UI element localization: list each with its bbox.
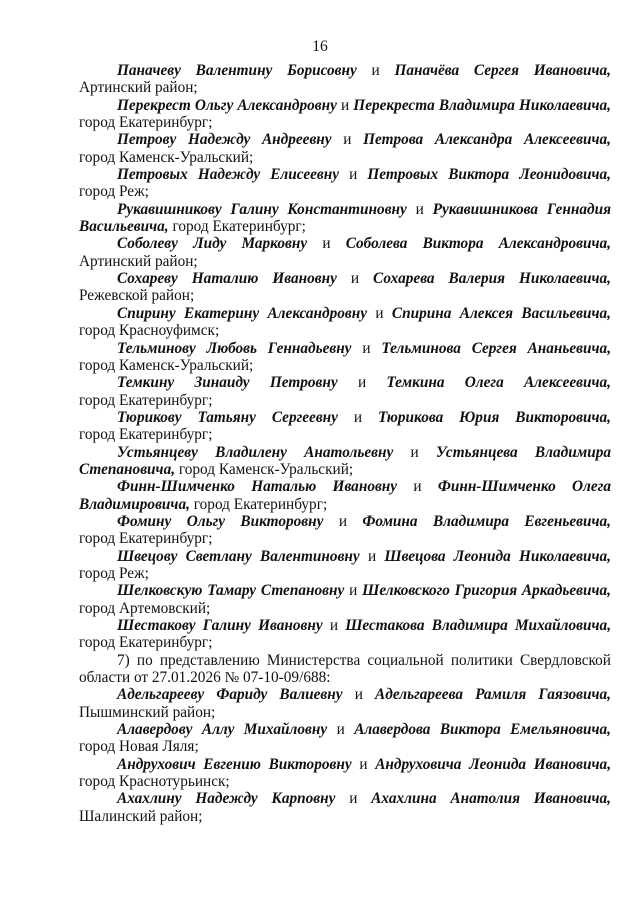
list-item <box>79 617 611 652</box>
wife-name: Швецову Светлану Валентиновну <box>117 547 360 565</box>
wife-name: Шестакову Галину Ивановну <box>117 617 323 634</box>
place: Артинский район; <box>79 79 198 97</box>
place: город Реж; <box>79 564 149 582</box>
husband-name: Адельгареева Рамиля Гаязовича, <box>375 686 612 704</box>
wife-name: Алавердову Аллу Михайловну <box>117 721 328 739</box>
conjunction: и <box>371 62 380 79</box>
section-heading <box>79 652 611 687</box>
conjunction: и <box>349 582 358 600</box>
list-item <box>79 340 611 375</box>
wife-name: Перекрест Ольгу Александровну <box>117 96 337 114</box>
page-number: 16 <box>312 38 328 55</box>
husband-name: Рукавишникова Геннадия <box>432 200 612 218</box>
conjunction: и <box>350 270 360 288</box>
wife-name: Темкину Зинаиду Петровну <box>117 374 338 392</box>
list-item <box>79 548 611 583</box>
conjunction: и <box>341 96 350 114</box>
place: город Красноуфимск; <box>79 322 220 340</box>
wife-name: Спирину Екатерину Александровну <box>117 304 368 322</box>
place: город Артемовский; <box>79 599 211 617</box>
conjunction: и <box>362 339 371 357</box>
place: Пышминский район; <box>79 703 216 721</box>
husband-name: Шестакова Владимира Михайловича, <box>345 617 612 634</box>
list-item <box>79 131 611 166</box>
conjunction: и <box>367 547 377 565</box>
place: город Екатеринбург; <box>79 391 213 409</box>
place: город Каменск-Уральский; <box>79 356 254 374</box>
section-intro-line1: 7) по представлению Министерства социальной политики Свердловской <box>117 651 611 669</box>
list-item <box>79 409 611 444</box>
place: город Каменск-Уральский; <box>79 148 254 166</box>
place: город Каменск-Уральский; <box>175 460 354 478</box>
list-item <box>79 201 611 236</box>
husband-name: Тюрикова Юрия Викторовича, <box>377 408 611 426</box>
husband-name: Андруховича Леонида Ивановича, <box>375 755 612 773</box>
husband-patronymic: Владимировича, <box>79 495 190 513</box>
conjunction: и <box>357 374 367 392</box>
husband-name: Сохарева Валерия Николаевича, <box>373 270 612 288</box>
husband-name: Устьянцева Владимира <box>435 443 611 461</box>
husband-name: Швецова Леонида Николаевича, <box>384 547 611 565</box>
conjunction: и <box>359 755 368 773</box>
wife-name: Адельгарееву Фариду Валиевну <box>117 686 343 704</box>
conjunction: и <box>415 200 424 218</box>
place: город Новая Ляля; <box>79 738 199 756</box>
document-body <box>79 62 611 825</box>
husband-name: Петровых Виктора Леонидовича, <box>367 166 612 184</box>
conjunction: и <box>375 304 384 322</box>
list-item <box>79 478 611 513</box>
conjunction: и <box>338 512 347 530</box>
place: город Краснотурьинск; <box>79 773 230 791</box>
husband-name: Шелковского Григория Аркадьевича, <box>362 582 612 600</box>
list-item <box>79 721 611 756</box>
husband-name: Фомина Владимира Евгеньевича, <box>362 512 611 530</box>
wife-name: Финн-Шимченко Наталью Ивановну <box>117 478 398 496</box>
list-item <box>79 97 611 132</box>
husband-patronymic: Степановича, <box>79 460 176 478</box>
wife-name: Паначеву Валентину Борисовну <box>117 62 357 79</box>
wife-name: Андрухович Евгению Викторовну <box>117 755 352 773</box>
husband-name: Ахахлина Анатолия Ивановича, <box>371 790 611 808</box>
husband-name: Соболева Виктора Александровича, <box>345 235 611 253</box>
wife-name: Соболеву Лиду Марковну <box>117 235 308 253</box>
list-item <box>79 686 611 721</box>
list-item <box>79 166 611 201</box>
wife-name: Фомину Ольгу Викторовну <box>117 512 324 530</box>
conjunction: и <box>354 686 363 704</box>
husband-name: Финн-Шимченко Олега <box>437 478 611 496</box>
conjunction: и <box>410 443 419 461</box>
conjunction: и <box>329 617 338 634</box>
list-item <box>79 270 611 305</box>
husband-name: Спирина Алексея Васильевича, <box>391 304 611 322</box>
list-item <box>79 582 611 617</box>
wife-name: Рукавишникову Галину Константиновну <box>117 200 407 218</box>
place: Режевской район; <box>79 287 195 305</box>
wife-name: Устьянцеву Владилену Анатольевну <box>117 443 394 461</box>
place: город Екатеринбург; <box>79 114 213 132</box>
list-item <box>79 444 611 479</box>
conjunction: и <box>343 131 352 149</box>
place: город Реж; <box>79 183 149 201</box>
conjunction: и <box>322 235 331 253</box>
wife-name: Петрову Надежду Андреевну <box>117 131 332 149</box>
husband-name: Петрова Александра Алексеевича, <box>363 131 612 149</box>
place: город Екатеринбург; <box>79 426 213 444</box>
conjunction: и <box>336 721 345 739</box>
list-item <box>79 513 611 548</box>
wife-name: Ахахлину Надежду Карповну <box>117 790 336 808</box>
place: город Екатеринбург; <box>79 530 213 548</box>
place: город Екатеринбург; <box>79 634 213 652</box>
conjunction: и <box>353 408 363 426</box>
list-item <box>79 235 611 270</box>
husband-name: Перекреста Владимира Николаевича, <box>353 96 612 114</box>
conjunction: и <box>349 166 358 184</box>
husband-patronymic: Васильевича, <box>79 218 169 236</box>
husband-name: Темкина Олега Алексеевича, <box>386 374 611 392</box>
wife-name: Шелковскую Тамару Степановну <box>117 582 345 600</box>
list-item <box>79 790 611 825</box>
list-item <box>79 756 611 791</box>
conjunction: и <box>349 790 358 808</box>
wife-name: Тюрикову Татьяну Сергеевну <box>117 408 338 426</box>
husband-name: Алавердова Виктора Емельяновича, <box>354 721 611 739</box>
husband-name: Тельминова Сергея Ананьевича, <box>381 339 612 357</box>
place: Артинский район; <box>79 252 198 270</box>
list-item <box>79 62 611 97</box>
wife-name: Петровых Надежду Елисеевну <box>117 166 340 184</box>
list-item <box>79 305 611 340</box>
wife-name: Тельминову Любовь Геннадьевну <box>117 339 352 357</box>
section-intro-line2: области от 27.01.2026 № 07-10-09/688: <box>79 669 331 687</box>
list-item <box>79 374 611 409</box>
place: Шалинский район; <box>79 807 203 825</box>
wife-name: Сохареву Наталию Ивановну <box>117 270 337 288</box>
place: город Екатеринбург; <box>168 218 306 236</box>
place: город Екатеринбург; <box>189 495 328 513</box>
husband-name: Паначёва Сергея Ивановича, <box>394 62 611 79</box>
conjunction: и <box>413 478 422 496</box>
